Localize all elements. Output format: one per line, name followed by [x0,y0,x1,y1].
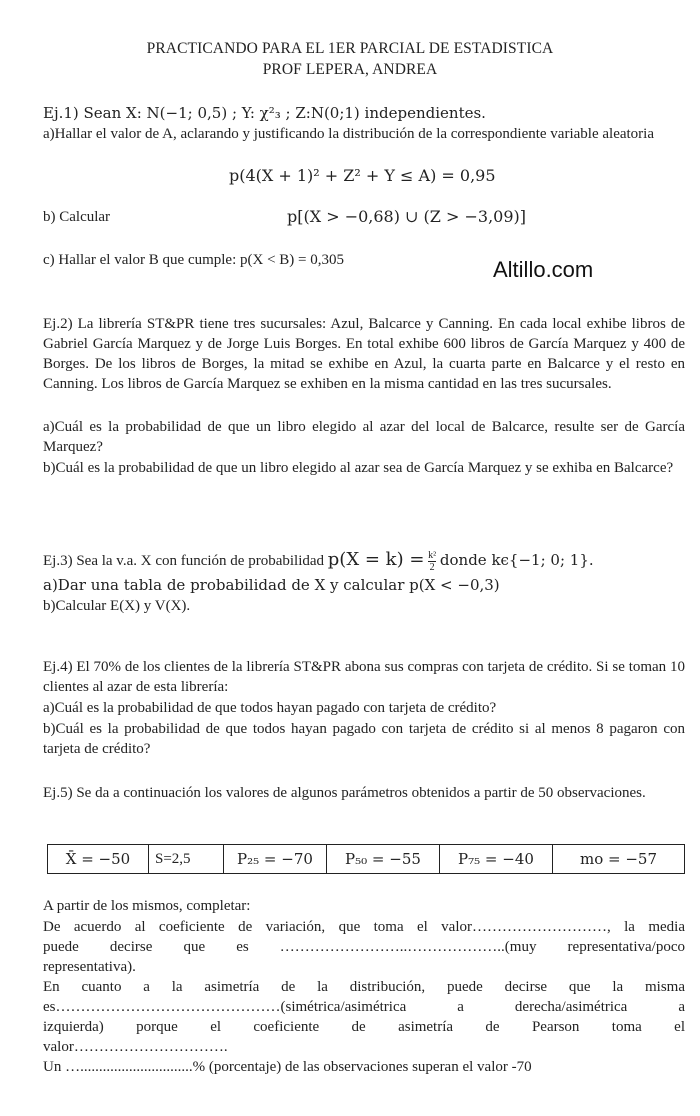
ej4-statement: Ej.4) El 70% de los clientes de la librería ST&PR abona sus compras con tarjeta de crédito. Si se toman 10 clientes al azar de esta librería: [43,659,685,695]
ej3-item-b: b)Calcular E(X) y V(X). [43,598,191,614]
ej5-statement: Ej.5) Se da a continuación los valores de algunos parámetros obtenidos a partir de 50 observaciones. [43,785,646,801]
fill-line: valor…………………………. [43,1039,228,1055]
ej4-item-b: b)Cuál es la probabilidad de que todos hayan pagado con tarjeta de crédito si al menos 8 pagaron con tarjeta de crédito? [43,721,685,757]
ej2-item-a: a)Cuál es la probabilidad de que un libro elegido al azar del local de Balcarce, resulte ser de García Marquez? [43,419,685,455]
ej3-intro: Ej.3) Sea la v.a. X con función de probabilidad p(X = k) = $\frac{\text{k²}}{2}$ donde kϵ{−1; 0; 1}. [43,549,594,574]
param-p25: P₂₅ = −70 [224,845,327,874]
ej2-statement: Ej.2) La librería ST&PR tiene tres sucursales: Azul, Balcarce y Canning. En cada local exhibe libros de Gabriel García Marquez y de Jorge Luis Borges. En total exhibe 600 libros de García Marquez y 400 de Borges. De los libros de Borges, la mitad se exhibe en Azul, la cuarta parte en Balcarce y el resto en Canning. Los libros de García Marquez se exhiben en la misma cantidad en las tres sucursales. [43,316,685,392]
table-row [48,845,685,874]
param-p75: P₇₅ = −40 [440,845,553,874]
ej1-intro: Ej.1) Sean X: N(−1; 0,5) ; Y: χ²₃ ; Z:N(0;1) independientes. [43,104,486,122]
fill-line: puede decirse que es ……………………..………………..(muy representativa/poco [43,939,685,955]
fill-line: es………………………………………(simétrica/asimétrica a derecha/asimétrica a [43,999,685,1015]
ej1-formula-b: p[(X > −0,68) ∪ (Z > −3,09)] [287,207,526,226]
fill-line: Un …..............................% (porcentaje) de las observaciones superan el valor -70 [43,1059,532,1075]
ej3-fraction: $\frac{\text{k²}}{2}$ [428,550,437,574]
param-mean: X̄ = −50 [48,845,149,874]
param-sd: S=2,5 [149,845,224,874]
ej5-instructions: A partir de los mismos, completar: [43,898,251,914]
fill-line: representativa). [43,959,136,975]
ej1-item-a: a)Hallar el valor de A, aclarando y justificando la distribución de la correspondiente variable aleatoria [43,126,654,142]
ej1-item-c: c) Hallar el valor B que cumple: p(X < B) = 0,305 [43,252,345,268]
watermark-logo: Altillo.com [493,257,594,282]
ej5-complete-text [43,917,685,1077]
page-title: PRACTICANDO PARA EL 1ER PARCIAL DE ESTADISTICA [146,40,554,57]
fill-line: De acuerdo al coeficiente de variación, que toma el valor………………………, la media [43,919,685,935]
fill-line: En cuanto a la asimetría de la distribución, puede decirse que la misma [43,979,685,995]
parameters-table [47,844,685,874]
ej3-item-a: a)Dar una tabla de probabilidad de X y calcular p(X < −0,3) [43,576,500,594]
param-p50: P₅₀ = −55 [327,845,440,874]
fill-line: izquierda) porque el coeficiente de asimetría de Pearson toma el [43,1019,685,1035]
param-mode: mo = −57 [553,845,685,874]
ej1-formula-a: p(4(X + 1)² + Z² + Y ≤ A) = 0,95 [229,166,496,185]
ej4-item-a: a)Cuál es la probabilidad de que todos hayan pagado con tarjeta de crédito? [43,700,497,716]
ej2-item-b: b)Cuál es la probabilidad de que un libro elegido al azar sea de García Marquez y se exhiba en Balcarce? [43,460,674,476]
ej1-item-b-label: b) Calcular [43,209,111,225]
page-subtitle: PROF LEPERA, ANDREA [262,61,438,78]
